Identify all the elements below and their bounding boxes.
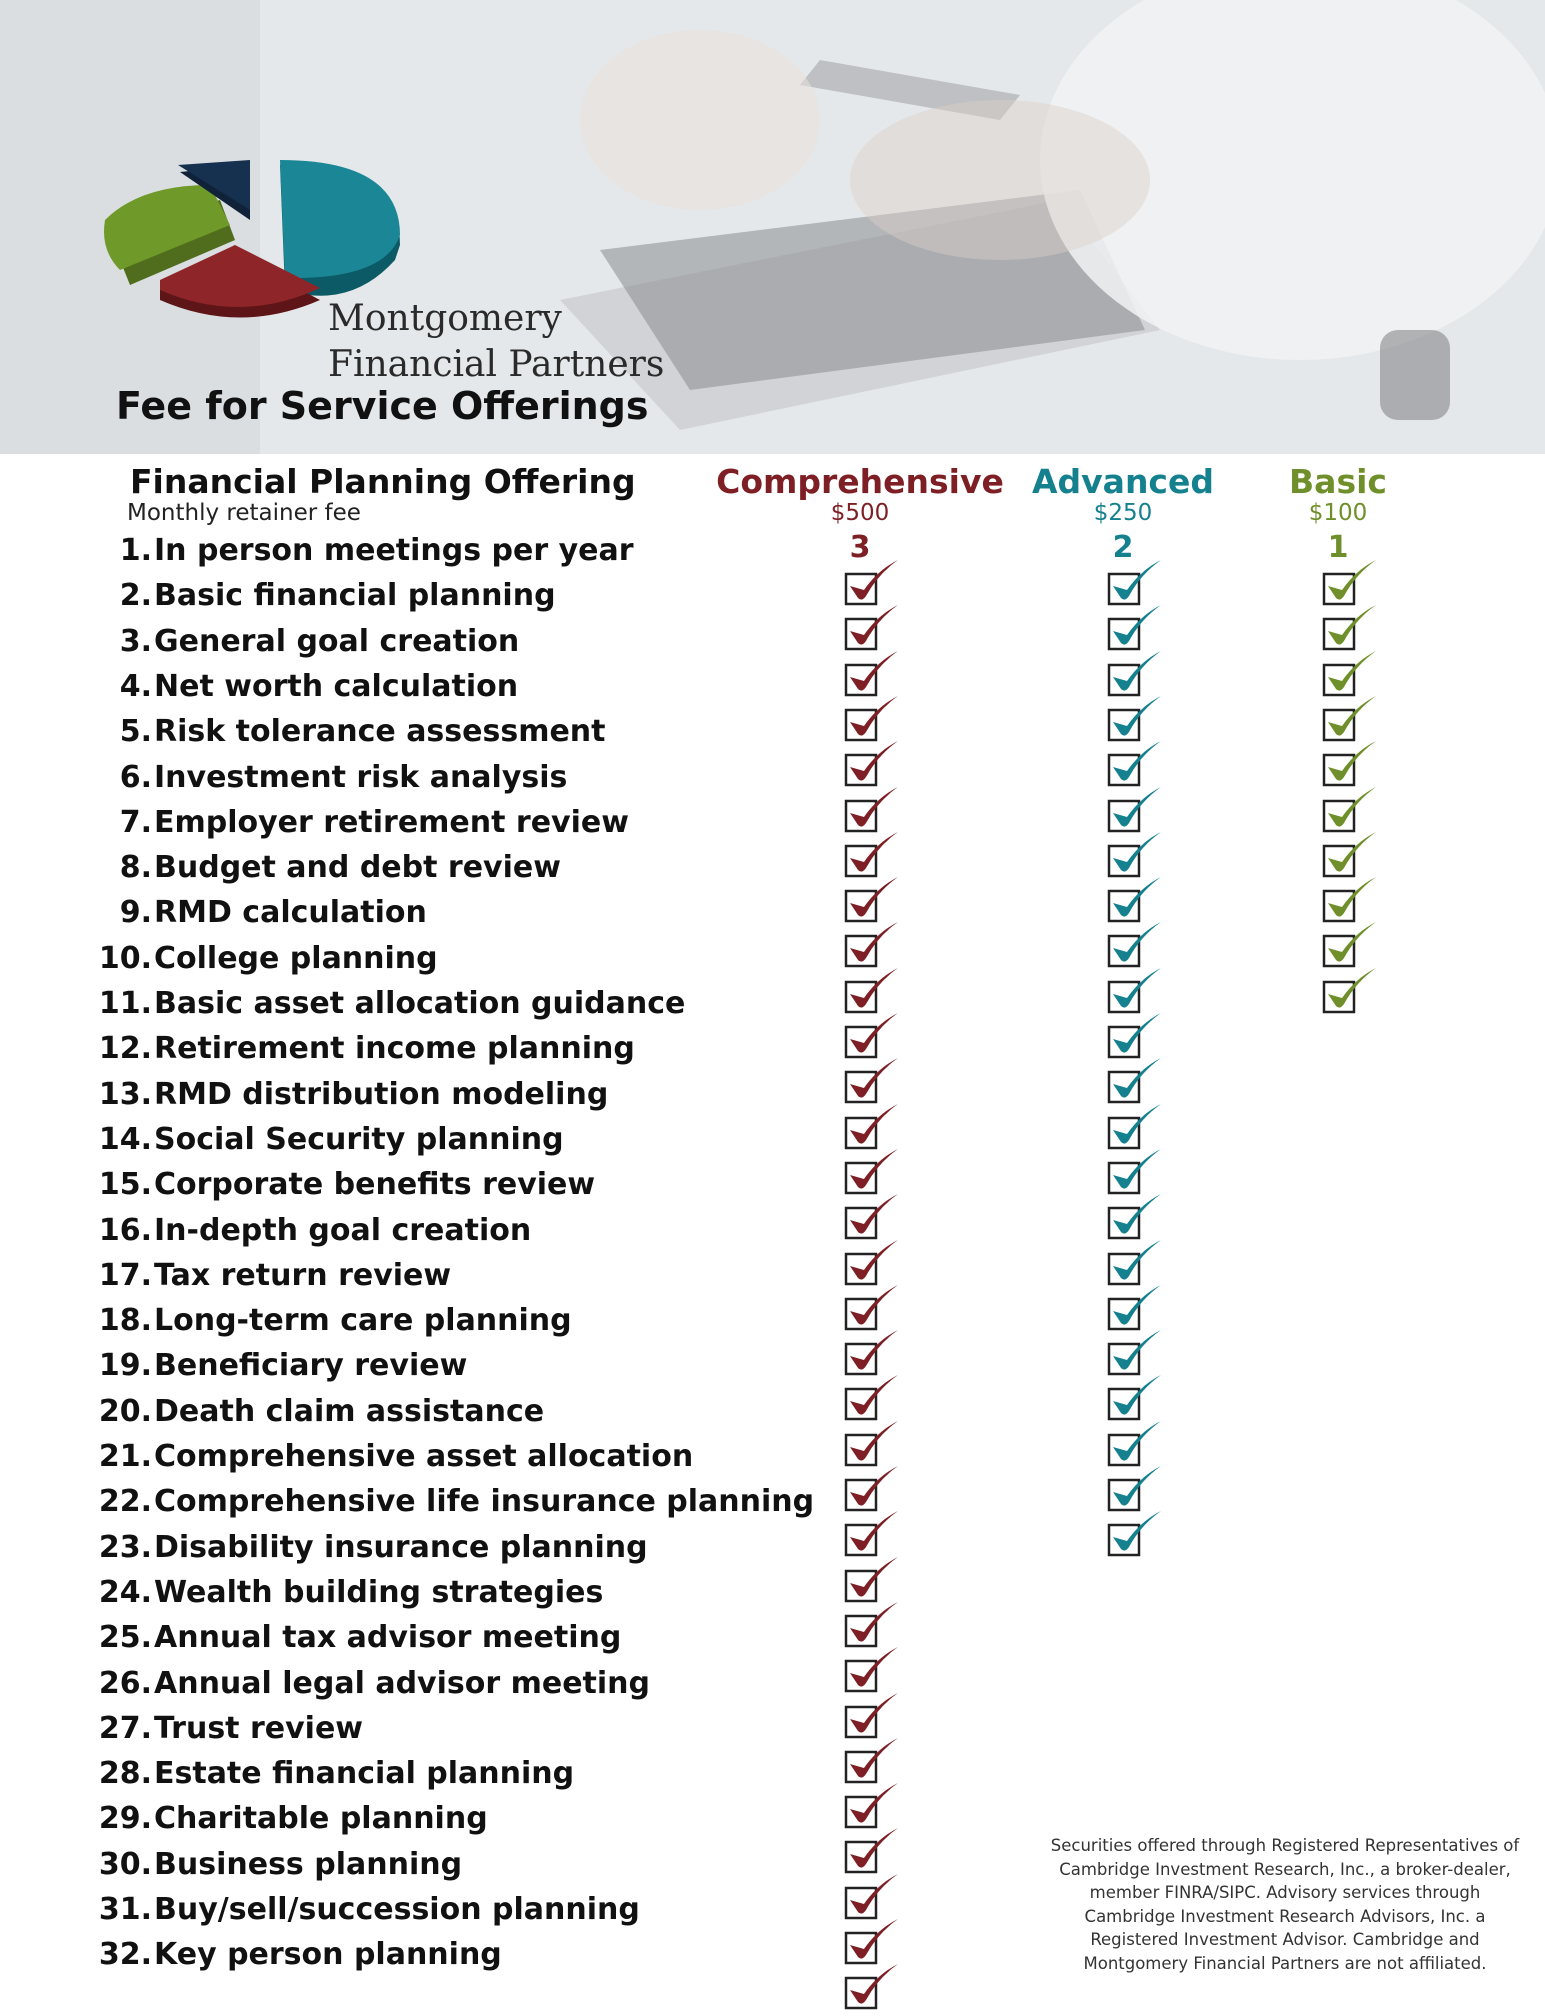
checkmark-icon: [1107, 1507, 1167, 1563]
item-label: Disability insurance planning: [154, 1529, 648, 1565]
item-number: 5.: [119, 714, 152, 750]
tier-basic-name: Basic: [1289, 462, 1387, 501]
brand-name: [328, 296, 664, 388]
fee-row-label: Monthly retainer fee: [127, 500, 361, 526]
item-label: Death claim assistance: [154, 1393, 545, 1429]
tier-advanced-price: $250: [1093, 500, 1153, 526]
item-label: Key person planning: [154, 1937, 502, 1973]
item-number: 15.: [98, 1167, 152, 1203]
item-number: 8.: [119, 850, 152, 886]
item-label: Beneficiary review: [154, 1348, 468, 1384]
tier-comprehensive-price: $500: [830, 500, 890, 526]
item-label: Budget and debt review: [154, 850, 561, 886]
tier-basic-price: $100: [1308, 500, 1368, 526]
brand-line-1: Montgomery: [328, 298, 562, 339]
item-label: Comprehensive asset allocation: [154, 1439, 694, 1474]
item-number: 19.: [98, 1348, 152, 1384]
brand-line-2: Financial Partners: [328, 344, 665, 385]
item-label: Net worth calculation: [154, 668, 519, 704]
item-label: Buy/sell/succession planning: [154, 1892, 640, 1927]
item-number: 23.: [98, 1529, 152, 1565]
item-label: College planning: [154, 940, 438, 976]
item-number: 32.: [98, 1937, 152, 1973]
item-number: 1.: [119, 533, 152, 568]
item-number: 20.: [98, 1393, 152, 1429]
item-number: 12.: [98, 1031, 152, 1067]
item-label: Basic financial planning: [154, 578, 556, 614]
item-number: 9.: [119, 895, 152, 931]
item-number: 21.: [98, 1439, 152, 1474]
item-number: 4.: [119, 668, 152, 704]
disclaimer: Securities offered through Registered Representatives of Cambridge Investment Research, Inc., a broker-dealer, member FINRA/SIPC. Advisory services through Cambridge Investment Research Advisors, Inc. a Registered Investment Advisor. Cambridge and Montgomery Financial Partners are not affiliated.: [1050, 1836, 1520, 1973]
offering-column-header: Financial Planning Offering: [130, 462, 636, 501]
item-label: Retirement income planning: [154, 1031, 635, 1067]
item-number: 17.: [98, 1257, 152, 1293]
item-label: Wealth building strategies: [154, 1574, 604, 1610]
item-number: 2.: [119, 578, 152, 614]
item-label: Tax return review: [154, 1257, 452, 1293]
tier-basic-meetings: 1: [1327, 530, 1349, 565]
page-title: Fee for Service Offerings: [116, 384, 649, 428]
item-number: 22.: [98, 1484, 152, 1520]
item-number: 30.: [98, 1846, 152, 1882]
tier-comprehensive-name: Comprehensive: [716, 462, 1004, 501]
item-number: 28.: [98, 1756, 152, 1792]
item-label: Employer retirement review: [154, 804, 629, 840]
item-label: Comprehensive life insurance planning: [154, 1484, 815, 1520]
item-number: 24.: [98, 1574, 152, 1610]
item-label: RMD calculation: [154, 895, 427, 931]
item-number: 6.: [119, 759, 152, 795]
item-number: 7.: [119, 804, 152, 840]
header-banner: [0, 0, 1545, 454]
item-label: Corporate benefits review: [154, 1167, 596, 1203]
checkmark-icon: [1322, 964, 1382, 1020]
item-number: 26.: [98, 1665, 152, 1701]
item-label: Long-term care planning: [154, 1303, 572, 1339]
item-label: RMD distribution modeling: [154, 1076, 609, 1112]
item-number: 3.: [119, 623, 152, 659]
checkmark-icon: [844, 1960, 904, 2016]
item-label: In-depth goal creation: [154, 1212, 532, 1248]
item-label: General goal creation: [154, 623, 520, 659]
tier-comprehensive-meetings: 3: [849, 530, 871, 565]
item-label: Social Security planning: [154, 1121, 564, 1157]
item-label: Charitable planning: [154, 1801, 488, 1837]
item-label: Risk tolerance assessment: [154, 714, 606, 750]
item-number: 10.: [98, 940, 152, 976]
item-number: 14.: [98, 1121, 152, 1157]
item-label: Trust review: [154, 1710, 364, 1746]
item-number: 18.: [98, 1303, 152, 1339]
item-number: 11.: [98, 986, 152, 1021]
tier-advanced-name: Advanced: [1032, 462, 1214, 501]
item-number: 13.: [98, 1076, 152, 1112]
item-label: Estate financial planning: [154, 1756, 575, 1792]
item-label: Annual legal advisor meeting: [154, 1665, 651, 1701]
item-number: 27.: [98, 1710, 152, 1746]
item-label: Business planning: [154, 1846, 463, 1882]
item-label: In person meetings per year: [154, 533, 634, 568]
tier-advanced-meetings: 2: [1112, 530, 1134, 565]
item-number: 29.: [98, 1801, 152, 1837]
item-number: 16.: [98, 1212, 152, 1248]
item-number: 25.: [98, 1620, 152, 1656]
item-label: Annual tax advisor meeting: [154, 1620, 622, 1656]
item-number: 31.: [98, 1892, 152, 1927]
item-label: Basic asset allocation guidance: [154, 986, 686, 1021]
item-label: Investment risk analysis: [154, 759, 568, 795]
